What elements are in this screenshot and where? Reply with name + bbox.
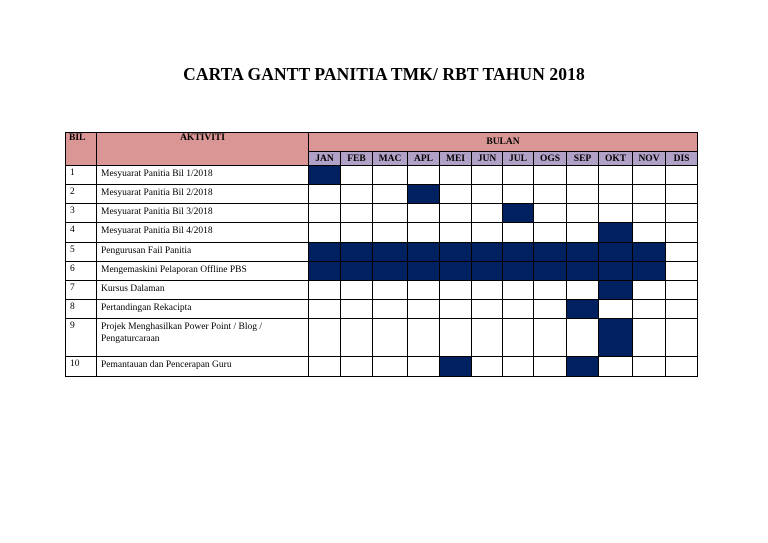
month-header-mei: MEI	[440, 152, 472, 166]
gantt-empty-cell	[503, 300, 534, 319]
gantt-bar-cell	[373, 262, 408, 281]
row-number: 8	[66, 300, 97, 319]
gantt-empty-cell	[341, 166, 373, 185]
gantt-bar-cell	[472, 243, 503, 262]
activity-name: Pertandingan Rekacipta	[97, 300, 309, 319]
gantt-empty-cell	[408, 357, 440, 377]
gantt-empty-cell	[534, 357, 567, 377]
gantt-empty-cell	[599, 204, 633, 223]
gantt-empty-cell	[599, 357, 633, 377]
gantt-bar-cell	[633, 243, 666, 262]
gantt-bar-cell	[373, 243, 408, 262]
gantt-empty-cell	[472, 223, 503, 243]
gantt-empty-cell	[341, 357, 373, 377]
gantt-bar-cell	[534, 243, 567, 262]
gantt-empty-cell	[534, 204, 567, 223]
gantt-empty-cell	[666, 300, 698, 319]
gantt-bar-cell	[534, 262, 567, 281]
table-row	[66, 281, 698, 300]
gantt-empty-cell	[534, 185, 567, 204]
table-row	[66, 300, 698, 319]
gantt-empty-cell	[309, 185, 341, 204]
gantt-bar-cell	[408, 262, 440, 281]
gantt-bar-cell	[472, 262, 503, 281]
header-aktiviti: AKTIVITI	[97, 133, 309, 166]
gantt-bar-cell	[408, 243, 440, 262]
table-row	[66, 204, 698, 223]
gantt-empty-cell	[567, 281, 599, 300]
month-header-nov: NOV	[633, 152, 666, 166]
month-header-mac: MAC	[373, 152, 408, 166]
header-bulan: BULAN	[309, 133, 698, 152]
gantt-empty-cell	[440, 300, 472, 319]
gantt-bar-cell	[309, 166, 341, 185]
row-number: 6	[66, 262, 97, 281]
gantt-bar-cell	[599, 319, 633, 357]
gantt-bar-cell	[503, 262, 534, 281]
row-number: 5	[66, 243, 97, 262]
gantt-bar-cell	[599, 223, 633, 243]
gantt-empty-cell	[472, 166, 503, 185]
gantt-empty-cell	[666, 185, 698, 204]
gantt-bar-cell	[503, 204, 534, 223]
gantt-empty-cell	[341, 223, 373, 243]
gantt-empty-cell	[373, 223, 408, 243]
table-row	[66, 223, 698, 243]
gantt-bar-cell	[440, 262, 472, 281]
gantt-empty-cell	[408, 300, 440, 319]
gantt-bar-cell	[440, 243, 472, 262]
gantt-empty-cell	[472, 300, 503, 319]
row-number: 10	[66, 357, 97, 377]
gantt-empty-cell	[503, 223, 534, 243]
gantt-empty-cell	[633, 319, 666, 357]
activity-name: Mengemaskini Pelaporan Offline PBS	[97, 262, 309, 281]
gantt-empty-cell	[472, 204, 503, 223]
gantt-empty-cell	[534, 166, 567, 185]
table-row	[66, 357, 698, 377]
activity-name: Mesyuarat Panitia Bil 1/2018	[97, 166, 309, 185]
gantt-empty-cell	[341, 185, 373, 204]
gantt-empty-cell	[408, 204, 440, 223]
month-header-feb: FEB	[341, 152, 373, 166]
gantt-bar-cell	[341, 262, 373, 281]
gantt-table	[65, 132, 698, 377]
gantt-empty-cell	[373, 281, 408, 300]
gantt-bar-cell	[599, 281, 633, 300]
gantt-empty-cell	[309, 300, 341, 319]
activity-name: Mesyuarat Panitia Bil 4/2018	[97, 223, 309, 243]
month-header-sep: SEP	[567, 152, 599, 166]
gantt-empty-cell	[408, 319, 440, 357]
gantt-bar-cell	[599, 243, 633, 262]
gantt-empty-cell	[472, 357, 503, 377]
gantt-empty-cell	[373, 319, 408, 357]
gantt-bar-cell	[440, 357, 472, 377]
month-header-apl: APL	[408, 152, 440, 166]
gantt-empty-cell	[341, 319, 373, 357]
gantt-empty-cell	[599, 166, 633, 185]
month-header-dis: DIS	[666, 152, 698, 166]
gantt-empty-cell	[633, 300, 666, 319]
gantt-empty-cell	[440, 223, 472, 243]
gantt-empty-cell	[567, 185, 599, 204]
gantt-empty-cell	[341, 300, 373, 319]
gantt-empty-cell	[309, 281, 341, 300]
gantt-empty-cell	[633, 281, 666, 300]
gantt-body	[66, 166, 698, 377]
gantt-empty-cell	[666, 204, 698, 223]
gantt-empty-cell	[440, 319, 472, 357]
month-header-okt: OKT	[599, 152, 633, 166]
gantt-empty-cell	[373, 300, 408, 319]
gantt-bar-cell	[567, 262, 599, 281]
gantt-empty-cell	[633, 185, 666, 204]
gantt-empty-cell	[309, 223, 341, 243]
gantt-empty-cell	[666, 243, 698, 262]
gantt-empty-cell	[472, 281, 503, 300]
table-row	[66, 166, 698, 185]
gantt-empty-cell	[373, 204, 408, 223]
gantt-bar-cell	[408, 185, 440, 204]
gantt-empty-cell	[408, 223, 440, 243]
row-number: 4	[66, 223, 97, 243]
row-number: 3	[66, 204, 97, 223]
gantt-empty-cell	[503, 185, 534, 204]
gantt-empty-cell	[341, 281, 373, 300]
gantt-empty-cell	[373, 185, 408, 204]
gantt-empty-cell	[666, 166, 698, 185]
month-header-ogs: OGS	[534, 152, 567, 166]
gantt-empty-cell	[309, 357, 341, 377]
gantt-empty-cell	[567, 223, 599, 243]
gantt-empty-cell	[534, 300, 567, 319]
gantt-bar-cell	[599, 262, 633, 281]
month-header-jan: JAN	[309, 152, 341, 166]
activity-name: Mesyuarat Panitia Bil 2/2018	[97, 185, 309, 204]
gantt-bar-cell	[309, 262, 341, 281]
gantt-empty-cell	[472, 185, 503, 204]
activity-name: Kursus Dalaman	[97, 281, 309, 300]
row-number: 2	[66, 185, 97, 204]
gantt-empty-cell	[472, 319, 503, 357]
gantt-bar-cell	[503, 243, 534, 262]
gantt-empty-cell	[341, 204, 373, 223]
gantt-empty-cell	[440, 166, 472, 185]
gantt-empty-cell	[503, 166, 534, 185]
gantt-bar-cell	[567, 243, 599, 262]
gantt-empty-cell	[440, 185, 472, 204]
gantt-empty-cell	[534, 319, 567, 357]
gantt-empty-cell	[503, 319, 534, 357]
gantt-empty-cell	[408, 166, 440, 185]
page-title: CARTA GANTT PANITIA TMK/ RBT TAHUN 2018	[183, 64, 585, 84]
gantt-empty-cell	[633, 204, 666, 223]
gantt-empty-cell	[309, 204, 341, 223]
gantt-bar-cell	[309, 243, 341, 262]
gantt-empty-cell	[373, 357, 408, 377]
gantt-bar-cell	[633, 262, 666, 281]
month-header-jun: JUN	[472, 152, 503, 166]
row-number: 9	[66, 319, 97, 357]
gantt-empty-cell	[503, 357, 534, 377]
gantt-empty-cell	[633, 357, 666, 377]
gantt-bar-cell	[567, 357, 599, 377]
row-number: 7	[66, 281, 97, 300]
gantt-bar-cell	[341, 243, 373, 262]
gantt-empty-cell	[440, 281, 472, 300]
table-row	[66, 319, 698, 357]
gantt-empty-cell	[666, 357, 698, 377]
gantt-empty-cell	[599, 185, 633, 204]
gantt-empty-cell	[666, 223, 698, 243]
gantt-empty-cell	[534, 281, 567, 300]
gantt-empty-cell	[408, 281, 440, 300]
table-row	[66, 185, 698, 204]
gantt-empty-cell	[567, 319, 599, 357]
gantt-empty-cell	[567, 166, 599, 185]
activity-name: Pemantauan dan Pencerapan Guru	[97, 357, 309, 377]
gantt-empty-cell	[309, 319, 341, 357]
header-bil: BIL	[66, 133, 97, 166]
table-row	[66, 243, 698, 262]
gantt-bar-cell	[567, 300, 599, 319]
gantt-empty-cell	[373, 166, 408, 185]
month-header-jul: JUL	[503, 152, 534, 166]
activity-name: Pengurusan Fail Panitia	[97, 243, 309, 262]
gantt-empty-cell	[666, 319, 698, 357]
gantt-empty-cell	[666, 281, 698, 300]
table-row	[66, 262, 698, 281]
gantt-empty-cell	[633, 223, 666, 243]
gantt-empty-cell	[633, 166, 666, 185]
row-number: 1	[66, 166, 97, 185]
gantt-empty-cell	[534, 223, 567, 243]
gantt-empty-cell	[503, 281, 534, 300]
gantt-empty-cell	[599, 300, 633, 319]
activity-name: Mesyuarat Panitia Bil 3/2018	[97, 204, 309, 223]
gantt-empty-cell	[567, 204, 599, 223]
gantt-empty-cell	[666, 262, 698, 281]
gantt-empty-cell	[440, 204, 472, 223]
activity-name: Projek Menghasilkan Power Point / Blog / Pengaturcaraan	[97, 319, 309, 357]
